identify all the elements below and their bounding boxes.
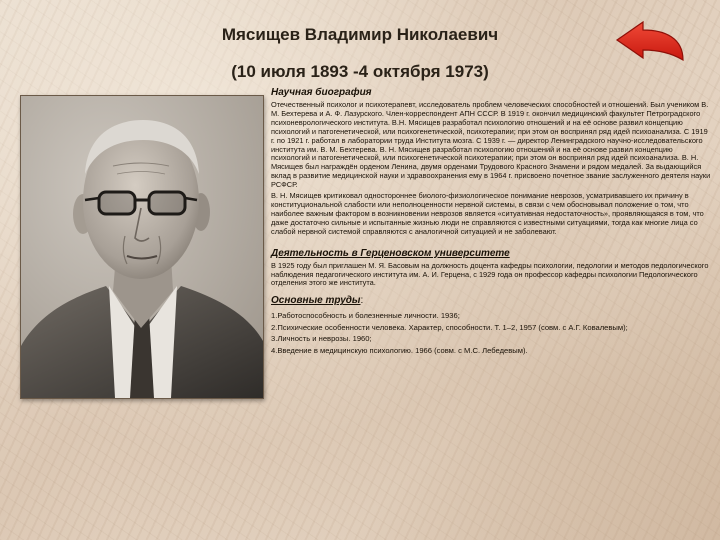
biography-paragraph: Отечественный психолог и психотерапевт, исследователь проблем человеческих способностей и отношений. Был учеником В. М. Бехтерева и А. Ф. Лазурского. Член-корреспондент АПН СССР. В 1919 г. окончил медицинский факультет Петроградского психоневрологического института. В.Н. Мясищев разработал психологию отношений и на её основе развил концепцию психологий и патогенетической, или психогенетической, психотерапии; при этом он воспринял ряд идей психоанализа. С 1919 г. по 1921 г. работал в лаборатории труда Института мозга. С 1939 г. — директор Ленинградского научно-исследовательского института им. В. М. Бехтерева. В. Н. Мясищев разработал психологию отношений и на её основе развил концепцию психологий и патогенетической, или психогенетической психотерапии; при этом он воспринял ряд идей психоанализа. В. Н. Мясищев был награждён орденом Ленина, двумя орденами Трудового Красного Знамени и рядом медалей. За выдающийся вклад в развитие медицинской науки и здравоохранения ему в 1964 г. присвоено почетное звание заслуженного деятеля науки РСФСР. (271, 100, 711, 190)
works-heading: Основные труды (271, 295, 361, 307)
list-item: 4.Введение в медицинскую психологию. 1966 (совм. с М.С. Лебедевым). (271, 345, 528, 355)
life-dates: (10 июля 1893 -4 октября 1973) (231, 62, 489, 81)
curved-back-arrow-icon[interactable] (613, 20, 691, 70)
biography-paragraph: В. Н. Мясищев критиковал одностороннее биолого-физиологическое понимание неврозов, усматривавшего их причину в конституциональной слабости или неполноценности нервной системы, в связи с чем обосновывал положение о том, что наиболее важным фактором в возникновении неврозов является «ситуативная недостаточность», проявляющаяся в том, что даже достаточно сильные и испытанные жизнью люди не справляются с известными ситуациями, тогда как многие лица со слабой нервной системой справляются с аналогичной ситуацией и не заболевают. (271, 191, 704, 236)
page-title: Мясищев Владимир Николаевич (221, 25, 499, 44)
works-list (271, 310, 711, 356)
list-item: 2.Психические особенности человека. Характер, способности. Т. 1–2, 1957 (совм. с А.Г. Ковалевым); (271, 322, 628, 332)
activity-section (271, 247, 711, 289)
list-item: 1.Работоспособность и болезненные личности. 1936; (271, 311, 460, 321)
activity-text: В 1925 году был приглашен М. Я. Басовым на должность доцента кафедры психологии, педологии и методов педологического наблюдения педагогического института им. А. И. Герцена, с 1929 года он профессор кафедры психологии Педологического отделения этого же института. (271, 260, 709, 288)
content-column (271, 86, 711, 356)
list-item: 3.Личность и неврозы. 1960; (271, 334, 372, 344)
portrait-photo (20, 95, 264, 399)
works-section (271, 294, 711, 356)
activity-heading: Деятельность в Герценовском университете (271, 247, 510, 259)
biography-heading: Научная биография (271, 87, 372, 98)
works-heading-colon: : (360, 295, 364, 307)
